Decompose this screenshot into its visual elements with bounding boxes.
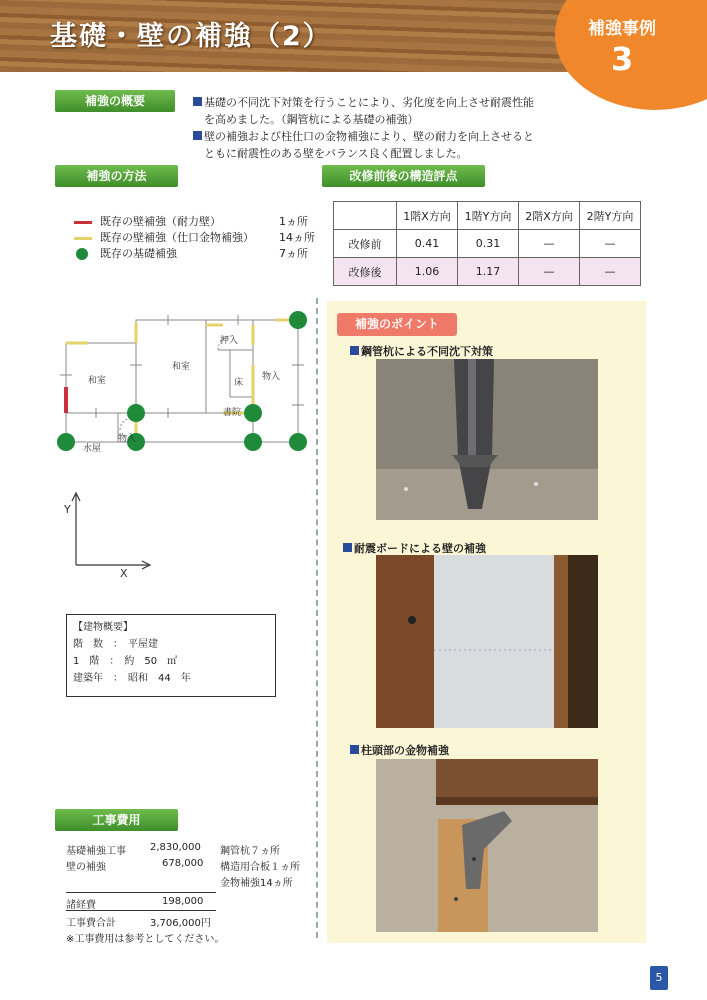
table-row [334, 230, 641, 258]
dashed-divider [316, 298, 318, 938]
cost-note: 金物補強14ヵ所 [220, 878, 293, 889]
building-heading: 【建物概要】 [73, 622, 133, 633]
cost-amount: 2,830,000 [150, 842, 201, 853]
steel-pile-photo [376, 359, 598, 520]
building-summary-box [66, 614, 276, 697]
legend-count: 7ヵ所 [279, 247, 308, 260]
table-cell: — [519, 230, 580, 258]
bullet-square-icon [343, 543, 352, 552]
table-header [334, 202, 397, 230]
room-label: 物入 [262, 372, 281, 382]
table-cell: — [580, 258, 641, 286]
red-line-icon [74, 221, 92, 224]
overview-heading: 補強の概要 [55, 90, 175, 112]
legend-label: 既存の基礎補強 [100, 247, 177, 260]
overview-line: ともに耐震性のある壁をバランス良く配置しました。 [204, 147, 468, 160]
cost-label: 基礎補強工事 [66, 846, 126, 857]
table-cell: — [580, 230, 641, 258]
cost-label: 諸経費 [66, 900, 96, 911]
legend-label: 既存の壁補強（仕口金物補強） [100, 231, 254, 244]
table-cell: 1.06 [397, 258, 458, 286]
floor-plan [48, 305, 318, 585]
divider [66, 892, 216, 893]
bullet-square-icon [193, 97, 202, 106]
building-floors: 階 数 ： 平屋建 [73, 639, 158, 650]
point-caption: 鋼管杭による不同沈下対策 [350, 343, 493, 359]
cost-note: 鋼管杭７ヵ所 [220, 846, 280, 857]
room-label: 水屋 [83, 444, 102, 454]
divider [66, 910, 216, 911]
room-label: 書院 [223, 408, 242, 418]
room-label: 押入 [220, 336, 239, 346]
seismic-board-photo [376, 555, 598, 728]
cost-amount: 3,706,000円 [150, 918, 211, 929]
room-label: 物入 [118, 434, 137, 444]
column-hardware-photo [376, 759, 598, 932]
method-heading: 補強の方法 [55, 165, 178, 187]
page-title: 基礎・壁の補強（2） [50, 21, 332, 52]
cost-label: 壁の補強 [66, 862, 106, 873]
point-caption: 耐震ボードによる壁の補強 [343, 540, 486, 556]
table-row [334, 258, 641, 286]
room-label: 床 [234, 378, 244, 388]
table-cell: 改修後 [334, 258, 397, 286]
room-label: 和室 [88, 376, 107, 386]
case-number: 3 [611, 40, 634, 78]
table-header: 1階Y方向 [458, 202, 519, 230]
evaluation-heading: 改修前後の構造評点 [322, 165, 485, 187]
legend-label: 既存の壁補強（耐力壁） [100, 215, 221, 228]
cost-note: ※工事費用は参考としてください。 [66, 934, 225, 945]
cost-amount: 198,000 [162, 896, 204, 907]
building-area: 1 階 ： 約 50 ㎡ [73, 656, 178, 667]
evaluation-table [333, 201, 641, 286]
cost-amount: 678,000 [162, 858, 204, 869]
table-cell: 0.41 [397, 230, 458, 258]
table-cell: — [519, 258, 580, 286]
point-caption: 柱頭部の金物補強 [350, 742, 449, 758]
points-heading: 補強のポイント [337, 313, 457, 336]
table-header: 1階X方向 [397, 202, 458, 230]
table-row [334, 202, 641, 230]
case-label: 補強事例 [588, 19, 656, 39]
yellow-line-icon [74, 237, 92, 240]
overview-line: を高めました。（鋼管杭による基礎の補強） [204, 113, 419, 126]
axis-label-x: X [120, 567, 128, 580]
axis-label-y: Y [64, 503, 71, 516]
overview-line: 壁の補強および柱仕口の金物補強により、壁の耐力を向上させると [204, 130, 534, 143]
green-dot-icon [76, 248, 88, 260]
table-cell: 0.31 [458, 230, 519, 258]
cost-note: 構造用合板１ヵ所 [220, 862, 300, 873]
cost-label: 工事費合計 [66, 918, 116, 929]
room-label: 和室 [172, 362, 191, 372]
bullet-square-icon [350, 745, 359, 754]
table-header: 2階Y方向 [580, 202, 641, 230]
table-cell: 改修前 [334, 230, 397, 258]
bullet-square-icon [193, 131, 202, 140]
bullet-square-icon [350, 346, 359, 355]
overview-text [193, 94, 573, 162]
table-cell: 1.17 [458, 258, 519, 286]
legend-count: 1ヵ所 [279, 215, 308, 228]
legend-count: 14ヵ所 [279, 231, 315, 244]
overview-line: 基礎の不同沈下対策を行うことにより、劣化度を向上させ耐震性能 [204, 96, 534, 109]
cost-heading: 工事費用 [55, 809, 178, 831]
table-header: 2階X方向 [519, 202, 580, 230]
building-year: 建築年 ： 昭和 44 年 [73, 673, 191, 684]
page-number: 5 [650, 966, 668, 990]
